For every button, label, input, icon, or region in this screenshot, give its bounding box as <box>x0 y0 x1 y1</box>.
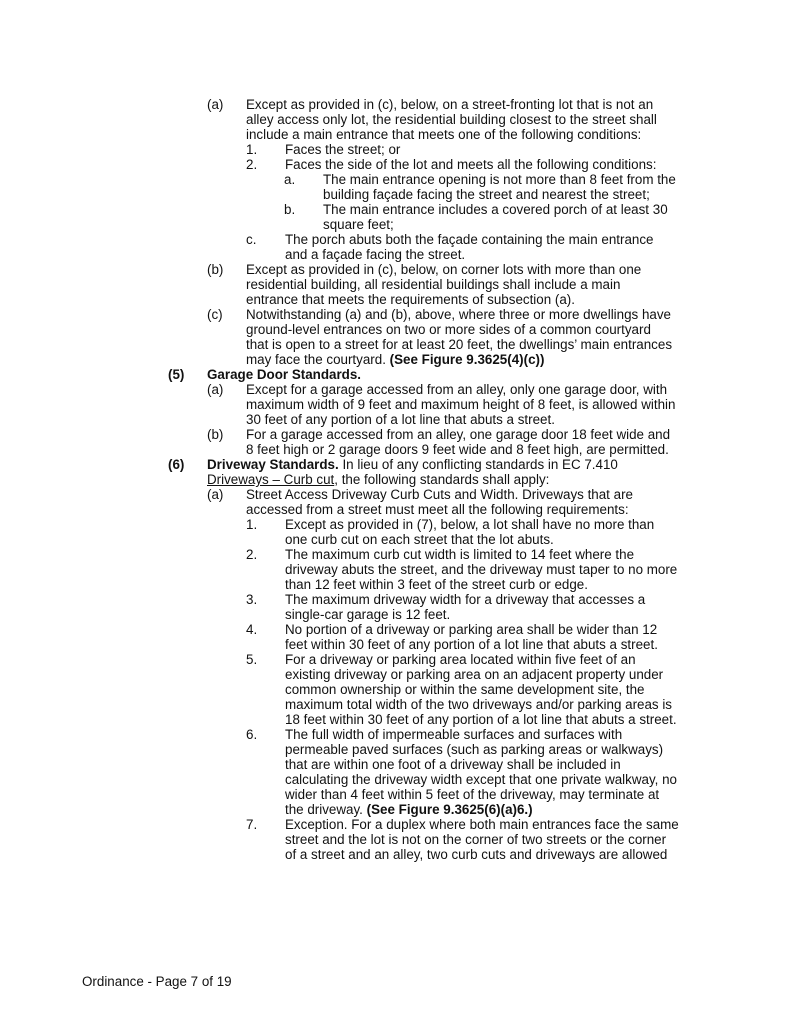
list-marker: 1. <box>246 142 258 157</box>
text-line <box>246 502 629 517</box>
text-line <box>285 622 657 637</box>
text-content: permeable paved surfaces (such as parking areas or walkways) <box>285 742 664 757</box>
text-line <box>246 382 667 397</box>
text-line <box>285 817 679 832</box>
list-marker: (c) <box>207 307 223 322</box>
text-content: Exception. For a duplex where both main entrances face the same <box>285 817 679 832</box>
text-content: existing driveway or parking area on an adjacent property under <box>285 667 664 682</box>
text-line <box>246 307 671 322</box>
text-line <box>285 142 400 157</box>
text-content: common ownership or within the same development site, the <box>285 682 645 697</box>
underlined-reference: Driveways – Curb cut <box>207 472 335 487</box>
text-line <box>246 322 651 337</box>
text-line <box>246 487 633 502</box>
text-line <box>285 157 656 172</box>
text-content: No portion of a driveway or parking area shall be wider than 12 <box>285 622 658 637</box>
list-marker: (5) <box>168 367 185 382</box>
text-content: include a main entrance that meets one of the following conditions: <box>246 127 642 142</box>
list-marker: b. <box>284 202 296 217</box>
text-line <box>285 532 554 547</box>
text-content: of a street and an alley, two curb cuts and driveways are allowed <box>285 847 668 862</box>
text-content: may face the courtyard. <box>246 352 386 367</box>
text-line <box>246 427 670 442</box>
text-line <box>246 352 544 367</box>
text-content: The maximum driveway width for a driveway that accesses a <box>285 592 646 607</box>
list-marker: (a) <box>207 487 224 502</box>
text-content: For a driveway or parking area located within five feet of an <box>285 652 636 667</box>
text-content: maximum width of 9 feet and maximum height of 8 feet, is allowed within <box>246 397 676 412</box>
list-marker: (6) <box>168 457 185 472</box>
text-line <box>285 742 663 757</box>
list-marker: 6. <box>246 727 258 742</box>
text-line <box>323 217 394 232</box>
text-content: The full width of impermeable surfaces and surfaces with <box>285 727 623 742</box>
text-content: street and the lot is not on the corner of two streets or the corner <box>285 832 667 847</box>
text-content: ground-level entrances on two or more sides of a common courtyard <box>246 322 651 337</box>
text-content: one curb cut on each street that the lot abuts. <box>285 532 554 547</box>
text-line <box>246 112 657 127</box>
text-line <box>285 847 667 862</box>
list-marker: (a) <box>207 382 224 397</box>
text-line <box>207 367 361 382</box>
text-content: 18 feet within 30 feet of any portion of a lot line that abuts a street. <box>285 712 677 727</box>
text-content: Except for a garage accessed from an alley, only one garage door, with <box>246 382 668 397</box>
text-line <box>285 772 677 787</box>
list-marker: (b) <box>207 427 224 442</box>
page-footer: Ordinance - Page 7 of 19 <box>82 974 232 989</box>
text-line <box>246 412 555 427</box>
section-heading: Driveway Standards. <box>207 457 339 472</box>
text-line <box>246 97 653 112</box>
text-content: Street Access Driveway Curb Cuts and Width. Driveways that are <box>246 487 633 502</box>
text-line <box>285 517 654 532</box>
list-marker: 3. <box>246 592 258 607</box>
text-line <box>285 832 666 847</box>
list-marker: 7. <box>246 817 258 832</box>
text-line <box>207 472 549 487</box>
list-marker: 4. <box>246 622 258 637</box>
text-content: accessed from a street must meet all the following requirements: <box>246 502 629 517</box>
text-line <box>285 562 677 577</box>
text-line <box>285 682 645 697</box>
text-content: 8 feet high or 2 garage doors 9 feet wide and 8 feet high, are permitted. <box>246 442 669 457</box>
text-content: entrance that meets the requirements of subsection (a). <box>246 292 575 307</box>
text-line <box>285 787 659 802</box>
text-line <box>246 337 672 352</box>
text-line <box>246 397 675 412</box>
text-line <box>285 232 654 247</box>
list-marker: a. <box>284 172 296 187</box>
text-content: that are within one foot of a driveway shall be included in <box>285 757 621 772</box>
text-content: Notwithstanding (a) and (b), above, where three or more dwellings have <box>246 307 672 322</box>
text-line <box>285 802 533 817</box>
text-line <box>285 757 621 772</box>
text-content: , the following standards shall apply: <box>334 472 550 487</box>
text-content: than 12 feet within 3 feet of the street curb or edge. <box>285 577 588 592</box>
text-content: driveway abuts the street, and the driveway must taper to no more <box>285 562 678 577</box>
section-heading: Garage Door Standards. <box>207 367 362 382</box>
list-marker: (a) <box>207 97 224 112</box>
text-line <box>246 442 669 457</box>
text-content: Except as provided in (7), below, a lot shall have no more than <box>285 517 655 532</box>
text-line <box>285 607 450 622</box>
text-content: alley access only lot, the residential building closest to the street shall <box>246 112 657 127</box>
text-content: Faces the side of the lot and meets all the following conditions: <box>285 157 657 172</box>
text-line <box>285 667 663 682</box>
text-line <box>246 127 641 142</box>
text-line <box>285 547 634 562</box>
text-line <box>323 202 668 217</box>
text-content: The maximum curb cut width is limited to 14 feet where the <box>285 547 635 562</box>
text-content: For a garage accessed from an alley, one garage door 18 feet wide and <box>246 427 671 442</box>
text-line <box>285 712 677 727</box>
text-content: wider than 4 feet within 5 feet of the driveway, may terminate at <box>285 787 660 802</box>
text-line <box>285 577 588 592</box>
text-line <box>323 187 650 202</box>
text-line <box>285 637 658 652</box>
text-content: that is open to a street for at least 20 feet, the dwellings’ main entrances <box>246 337 673 352</box>
text-line <box>285 652 636 667</box>
text-content: maximum total width of the two driveways and/or parking areas is <box>285 697 673 712</box>
text-line <box>207 457 618 472</box>
text-line <box>246 277 620 292</box>
text-content: residential building, all residential buildings shall include a main <box>246 277 621 292</box>
list-marker: 1. <box>246 517 258 532</box>
text-content: square feet; <box>323 217 394 232</box>
text-line <box>285 247 465 262</box>
text-content: single-car garage is 12 feet. <box>285 607 451 622</box>
text-content: calculating the driveway width except that one private walkway, no <box>285 772 678 787</box>
text-content: and a façade facing the street. <box>285 247 466 262</box>
text-line <box>323 172 676 187</box>
text-content: feet within 30 feet of any portion of a lot line that abuts a street. <box>285 637 658 652</box>
text-line <box>285 592 645 607</box>
text-content: the driveway. <box>285 802 363 817</box>
list-marker: 2. <box>246 547 258 562</box>
list-marker: c. <box>246 232 257 247</box>
text-content: The main entrance opening is not more than 8 feet from the <box>323 172 676 187</box>
text-line <box>246 292 575 307</box>
list-marker: (b) <box>207 262 224 277</box>
text-content: The main entrance includes a covered porch of at least 30 <box>323 202 668 217</box>
text-content: In lieu of any conflicting standards in EC 7.410 <box>338 457 618 472</box>
text-content: Except as provided in (c), below, on a street-fronting lot that is not an <box>246 97 654 112</box>
text-content: 30 feet of any portion of a lot line that abuts a street. <box>246 412 555 427</box>
text-line <box>246 262 641 277</box>
figure-reference: (See Figure 9.3625(6)(a)6.) <box>366 802 533 817</box>
text-content: The porch abuts both the façade containing the main entrance <box>285 232 654 247</box>
list-marker: 2. <box>246 157 258 172</box>
figure-reference: (See Figure 9.3625(4)(c)) <box>389 352 545 367</box>
list-marker: 5. <box>246 652 258 667</box>
text-line <box>285 697 672 712</box>
text-line <box>285 727 622 742</box>
text-content: Except as provided in (c), below, on corner lots with more than one <box>246 262 642 277</box>
text-content: building façade facing the street and nearest the street; <box>323 187 650 202</box>
text-content: Faces the street; or <box>285 142 401 157</box>
